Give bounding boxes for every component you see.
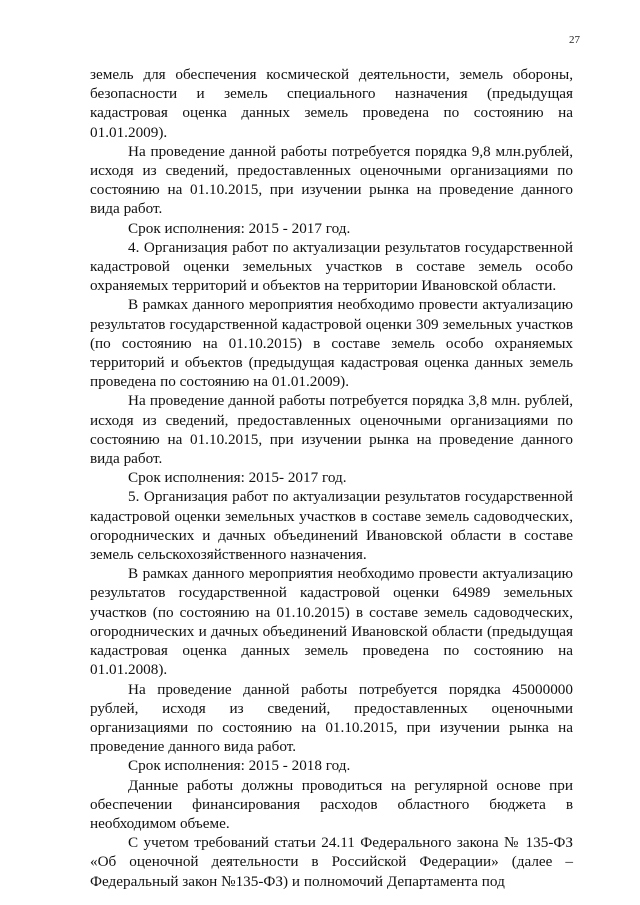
paragraph-cost-9-8: На проведение данной работы потребуется порядка 9,8 млн.рублей, исходя из сведений, предоставленных оценочными организациями по состоянию на 01.10.2015, при изучении рынка на проведение данного вида работ. [90,142,573,218]
paragraph-cost-3-8: На проведение данной работы потребуется порядка 3,8 млн. рублей, исходя из сведений, предоставленных оценочными организациями по состоянию на 01.10.2015, при изучении рынка на проведение данного вида работ. [90,392,573,468]
paragraph-federal-law: С учетом требований статьи 24.11 Федерального закона № 135-ФЗ «Об оценочной деятельности в Российской Федерации» (далее – Федеральный закон №135-ФЗ) и полномочий Департамента под [90,834,573,890]
paragraph-cost-45000000: На проведение данной работы потребуется порядка 45000000 рублей, исходя из сведений, предоставленных оценочными организациями по состоянию на 01.10.2015, при изучении рынка на проведение данного вида работ. [90,680,573,756]
document-body [90,65,573,891]
page-number: 27 [569,34,580,46]
paragraph-item-4: 4. Организация работ по актуализации результатов государственной кадастровой оценки земельных участков в составе земель особо охраняемых территорий и объектов на территории Ивановской области. [90,238,573,295]
paragraph-measure-64989: В рамках данного мероприятия необходимо провести актуализацию результатов государственной кадастровой оценки 64989 земельных участков (по состоянию на 01.10.2015) в составе земель садоводческих, огороднических и дачных объединений Ивановской области (предыдущая кадастровая оценка данных земель проведена по состоянию на 01.01.2008). [90,565,573,679]
paragraph-deadline: Срок исполнения: 2015 - 2018 год. [128,757,351,775]
paragraph-deadline: Срок исполнения: 2015- 2017 год. [128,469,347,487]
paragraph-item-5: 5. Организация работ по актуализации результатов государственной кадастровой оценки земельных участков в составе земель садоводческих, огороднических и дачных объединений Ивановской области в составе земель сельскохозяйственного назначения. [90,488,573,564]
paragraph-measure-309: В рамках данного мероприятия необходимо провести актуализацию результатов государственной кадастровой оценки 309 земельных участков (по состоянию на 01.10.2015) в составе земель особо охраняемых территорий и объектов (предыдущая кадастровая оценка данных земель проведена по состоянию на 01.01.2009). [90,296,573,391]
paragraph-regular-basis: Данные работы должны проводиться на регулярной основе при обеспечении финансирования расходов областного бюджета в необходимом объеме. [90,776,573,832]
paragraph-deadline: Срок исполнения: 2015 - 2017 год. [128,219,351,237]
paragraph-continuation: земель для обеспечения космической деятельности, земель обороны, безопасности и земель специального назначения (предыдущая кадастровая оценка данных земель проведена по состоянию на 01.01.2009). [90,66,573,141]
